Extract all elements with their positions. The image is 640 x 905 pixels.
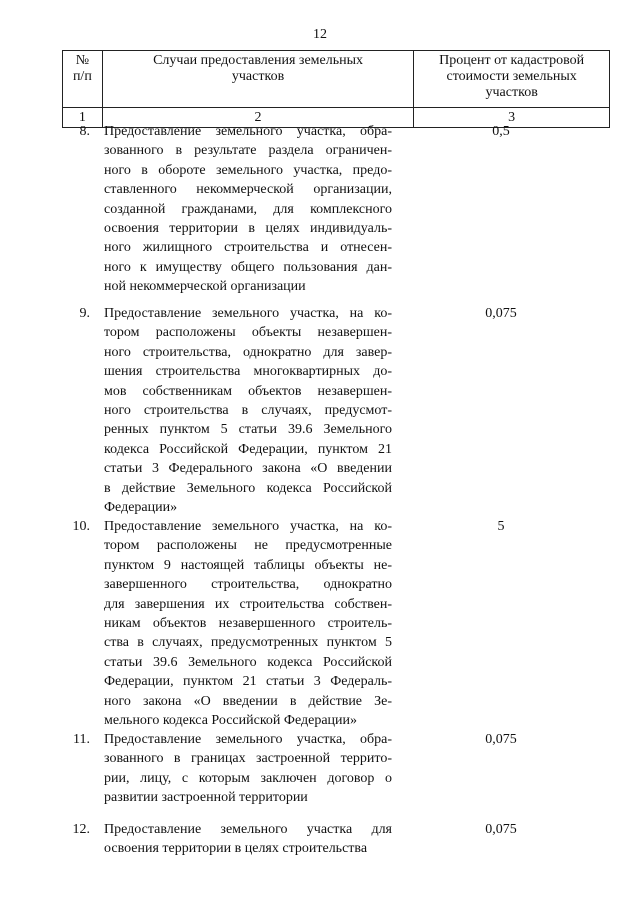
row-percent: 0,075 (485, 732, 517, 747)
header-index-2: 2 (102, 108, 414, 128)
table-row (62, 517, 610, 730)
row-description (104, 304, 392, 517)
table-header (62, 50, 610, 128)
row-line: завершенного строительства, однократно (104, 577, 392, 593)
row-line: освоения территории в целях индивидуаль- (104, 221, 392, 237)
row-line: ставленного некоммерческой организации, (104, 182, 392, 198)
row-line: Предоставление земельного участка, на ко- (104, 306, 392, 321)
row-line: тором расположены объекты незавершен- (104, 325, 392, 341)
table-row (62, 122, 610, 297)
header-percent-line1: Процент от кадастровой (439, 53, 585, 68)
row-line: ного в обороте земельного участка, предо- (104, 162, 392, 178)
row-line: статьи 39.6 Земельного кодекса Российской (104, 654, 392, 670)
row-description (104, 517, 392, 730)
row-description (104, 820, 392, 859)
row-line: мельного кодекса Российской Федерации» (104, 713, 358, 729)
row-number: 12. (72, 822, 90, 837)
row-percent: 0,5 (492, 124, 510, 139)
row-line: для завершения их строительства собствен- (104, 596, 392, 612)
page-number: 12 (313, 27, 327, 42)
row-percent: 5 (497, 519, 505, 534)
row-number: 9. (79, 306, 90, 321)
header-num-line2: п/п (72, 69, 92, 84)
row-line: тором расположены не предусмотренные (104, 538, 392, 554)
row-number: 8. (79, 124, 90, 139)
header-cases-line2: участков (231, 69, 285, 84)
row-line: шения строительства многоквартирных до- (104, 364, 392, 380)
row-line: Предоставление земельного участка, обра- (104, 732, 392, 747)
header-percent-line3: участков (485, 85, 538, 100)
row-line: пунктом 9 настоящей таблицы объекты не- (104, 557, 392, 573)
header-num-line1: № (75, 53, 90, 68)
row-line: Предоставление земельного участка для (104, 822, 392, 837)
row-line: освоения территории в целях строительства (104, 841, 368, 857)
row-line: ного строительства, однократно для завер- (104, 344, 392, 360)
row-line: зованного в результате раздела ограничен- (104, 143, 392, 159)
row-line: ренных пунктом 5 статьи 39.6 Земельного (104, 422, 392, 438)
row-line: Федерации, пунктом 21 статьи 3 Федераль- (104, 674, 392, 690)
row-line: Предоставление земельного участка, на ко- (104, 519, 392, 534)
row-line: рии, лицу, с которым заключен договор о (104, 770, 392, 786)
table-row (62, 730, 610, 808)
header-percent-cell (414, 51, 610, 108)
row-line: ной некоммерческой организации (104, 279, 306, 295)
row-line: ного к имуществу общего пользования дан- (104, 259, 392, 275)
table-row (62, 820, 610, 859)
row-description (104, 730, 392, 808)
row-line: зованного в границах застроенной террито- (104, 751, 392, 767)
row-line: ного закона «О введении в действие Зе- (104, 693, 392, 709)
row-percent: 0,075 (485, 822, 517, 837)
row-line: мов собственникам объектов незавершен- (104, 383, 392, 399)
row-line: кодекса Российской Федерации, пунктом 21 (104, 441, 392, 457)
header-cases-line1: Случаи предоставления земельных (153, 53, 363, 68)
row-line: созданной гражданами, для комплексного (104, 201, 392, 217)
row-line: ного строительства в случаях, предусмот- (104, 403, 392, 419)
row-line: ного жилищного строительства и отнесен- (104, 240, 392, 256)
row-percent: 0,075 (485, 306, 517, 321)
header-index-3: 3 (414, 108, 610, 128)
header-num-cell (63, 51, 103, 108)
row-line: ства в случаях, предусмотренных пунктом 5 (104, 635, 392, 651)
row-line: развитии застроенной территории (104, 790, 308, 806)
row-line: статьи 3 Федерального закона «О введении (104, 461, 392, 477)
header-index-1: 1 (63, 108, 103, 128)
header-cases-cell (102, 51, 414, 108)
row-description (104, 122, 392, 297)
row-number: 11. (73, 732, 90, 747)
header-percent-line2: стоимости земельных (446, 69, 577, 84)
row-number: 10. (72, 519, 90, 534)
row-line: в действие Земельного кодекса Российской (104, 480, 392, 496)
row-line: Предоставление земельного участка, обра- (104, 124, 392, 139)
row-line: Федерации» (104, 500, 178, 516)
table-row (62, 304, 610, 517)
row-line: никам объектов незавершенного строитель- (104, 616, 392, 632)
